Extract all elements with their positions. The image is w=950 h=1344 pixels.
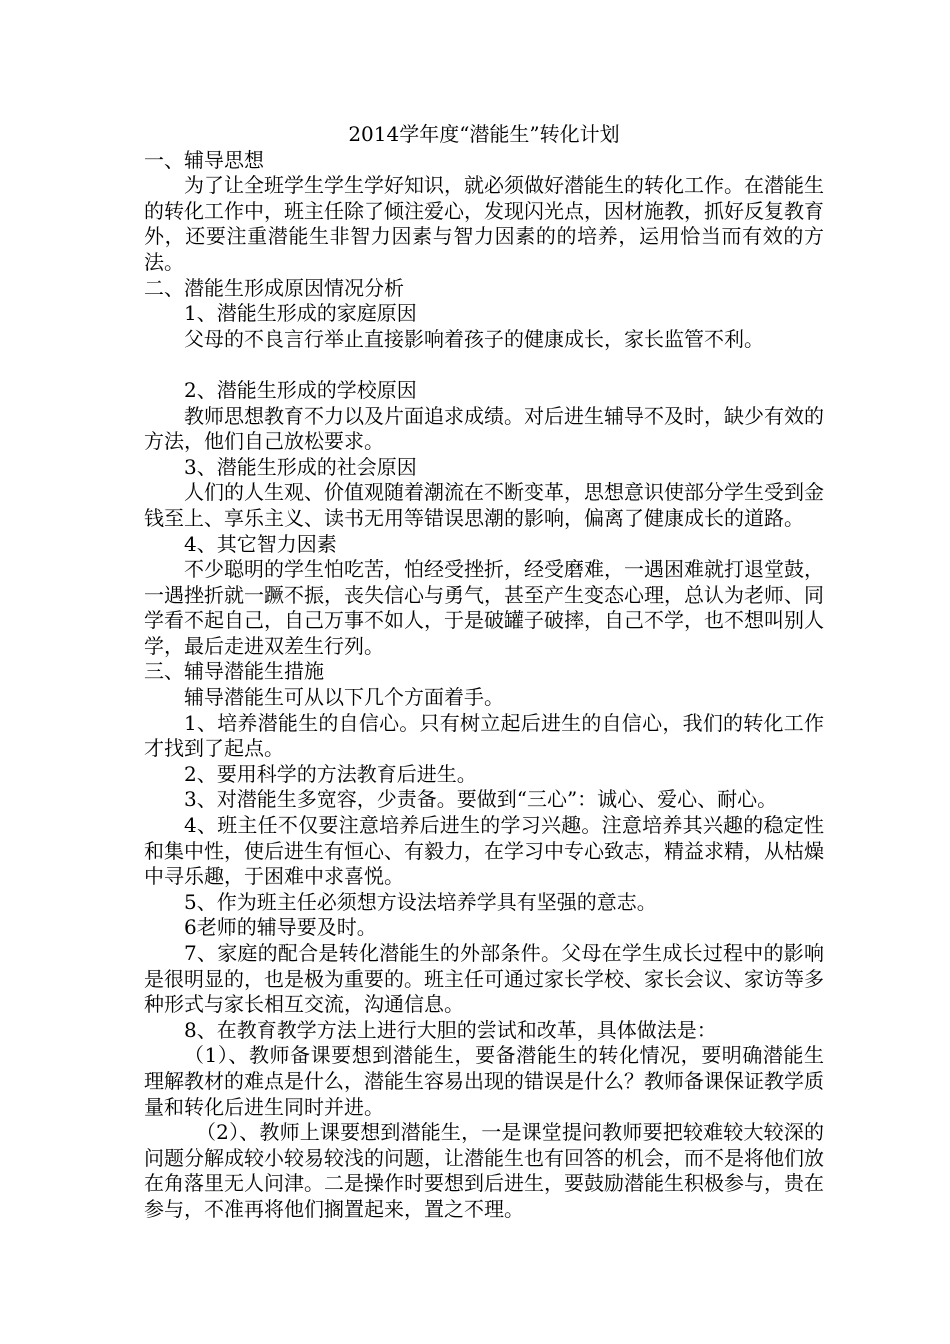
measure-item-7: 7、家庭的配合是转化潜能生的外部条件。父母在学生成长过程中的影响是很明显的，也是极为重要的。班主任可通过家长学校、家长会议、家访等多种形式与家长相互交流，沟通信息。 [144, 941, 824, 1017]
measure-item-5: 5、作为班主任必须想方设法培养学具有坚强的意志。 [184, 889, 657, 914]
subheading-family-cause: 1、潜能生形成的家庭原因 [184, 301, 417, 326]
measure-sub-item-1: （1）、教师备课要想到潜能生，要备潜能生的转化情况，要明确潜能生理解教材的难点是什么，潜能生容易出现的错误是什么？教师备课保证教学质量和转化后进生同时并进。 [144, 1043, 824, 1119]
subheading-school-cause: 2、潜能生形成的学校原因 [184, 377, 417, 402]
measure-item-8: 8、在教育教学方法上进行大胆的尝试和改革，具体做法是： [184, 1017, 717, 1042]
section-heading-cause-analysis: 二、潜能生形成原因情况分析 [144, 275, 404, 300]
subheading-social-cause: 3、潜能生形成的社会原因 [184, 454, 417, 479]
paragraph-guiding-thought: 为了让全班学生学生学好知识，就必须做好潜能生的转化工作。在潜能生的转化工作中，班主任除了倾注爱心，发现闪光点，因材施教，抓好反复教育外，还要注重潜能生非智力因素与智力因素的的培养，运用恰当而有效的方法。 [144, 173, 824, 274]
blank-line [144, 352, 824, 378]
paragraph-other-factors: 不少聪明的学生怕吃苦，怕经受挫折，经受磨难，一遇困难就打退堂鼓，一遇挫折就一蹶不振，丧失信心与勇气，甚至产生变态心理，总认为老师、同学看不起自己，自己万事不如人，于是破罐子破摔，自己不学，也不想叫别人学，最后走进双差生行列。 [144, 557, 824, 658]
measure-item-2: 2、要用科学的方法教育后进生。 [184, 761, 477, 786]
section-heading-measures: 三、辅导潜能生措施 [144, 659, 324, 684]
section-heading-guiding-thought: 一、辅导思想 [144, 147, 264, 172]
paragraph-school-cause: 教师思想教育不力以及片面追求成绩。对后进生辅导不及时，缺少有效的方法，他们自己放松要求。 [144, 403, 824, 454]
paragraph-social-cause: 人们的人生观、价值观随着潮流在不断变革，思想意识使部分学生受到金钱至上、享乐主义、读书无用等错误思潮的影响，偏离了健康成长的道路。 [144, 480, 824, 530]
paragraph-measures-intro: 辅导潜能生可从以下几个方面着手。 [184, 685, 504, 710]
measure-item-3: 3、对潜能生多宽容，少责备。要做到“三心”：诚心、爱心、耐心。 [184, 787, 778, 812]
measure-item-6: 6老师的辅导要及时。 [184, 915, 377, 940]
measure-item-4: 4、班主任不仅要注意培养后进生的学习兴趣。注意培养其兴趣的稳定性和集中性，使后进生有恒心、有毅力，在学习中专心致志，精益求精，从枯燥中寻乐趣，于困难中求喜悦。 [144, 813, 824, 889]
paragraph-family-cause: 父母的不良言行举止直接影响着孩子的健康成长，家长监管不利。 [184, 326, 764, 351]
measure-sub-item-2: （2）、教师上课要想到潜能生，一是课堂提问教师要把较难较大较深的问题分解成较小较易较浅的问题，让潜能生也有回答的机会，而不是将他们放在角落里无人问津。二是操作时要想到后进生，要鼓励潜能生积极参与，贵在参与，不准再将他们搁置起来，置之不理。 [144, 1120, 824, 1221]
document-title: 2014学年度“潜能生”转化计划 [348, 122, 620, 146]
measure-item-1: 1、培养潜能生的自信心。只有树立起后进生的自信心，我们的转化工作才找到了起点。 [144, 710, 824, 761]
document-page [144, 122, 824, 1223]
subheading-other-factors: 4、其它智力因素 [184, 531, 337, 556]
